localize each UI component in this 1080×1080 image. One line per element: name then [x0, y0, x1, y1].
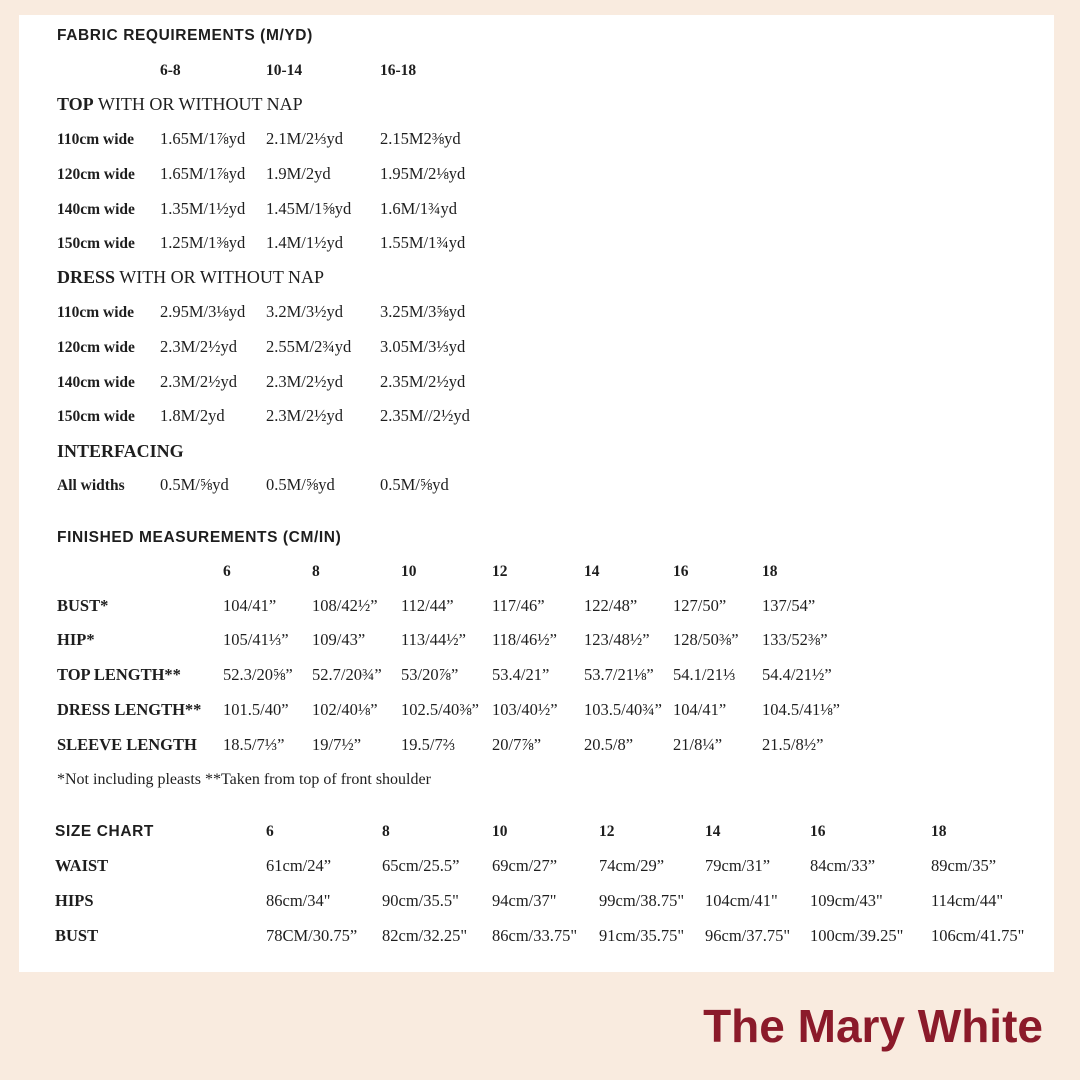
size-value: 61cm/24”	[266, 856, 332, 875]
finished-value: 52.7/20¾”	[312, 665, 382, 684]
fabric-row-label: 110cm wide	[57, 304, 135, 321]
fabric-value: 3.25M/3⅝yd	[380, 302, 466, 321]
finished-value: 54.4/21½”	[762, 665, 832, 684]
finished-value: 19/7½”	[312, 735, 362, 754]
fabric-value: 3.05M/3⅓yd	[380, 337, 466, 356]
section-heading-top: TOP WITH OR WITHOUT NAP	[57, 94, 303, 114]
size-value: 79cm/31”	[705, 856, 771, 875]
size-column-header: 12	[599, 823, 615, 840]
section-heading-interfacing: INTERFACING	[57, 441, 184, 461]
finished-row-label: TOP LENGTH**	[57, 665, 181, 684]
fabric-value: 0.5M/⅝yd	[266, 475, 335, 494]
fabric-value: 1.6M/1¾yd	[380, 199, 458, 218]
finished-value: 137/54”	[762, 596, 816, 615]
finished-column-header: 16	[673, 563, 689, 580]
finished-value: 108/42½”	[312, 596, 378, 615]
finished-value: 118/46½”	[492, 630, 557, 649]
size-value: 84cm/33”	[810, 856, 876, 875]
fabric-value: 1.95M/2⅛yd	[380, 164, 466, 183]
size-value: 109cm/43"	[810, 891, 883, 910]
size-column-header: 16	[810, 823, 826, 840]
fabric-value: 2.35M/2½yd	[380, 372, 466, 391]
finished-value: 18.5/7⅓”	[223, 735, 285, 754]
size-row-label: WAIST	[55, 856, 109, 875]
fabric-column-header: 6-8	[160, 62, 181, 79]
finished-value: 104/41”	[223, 596, 277, 615]
fabric-value: 2.3M/2½yd	[266, 406, 344, 425]
size-chart-title: SIZE CHART	[55, 823, 154, 840]
finished-row-label: DRESS LENGTH**	[57, 700, 202, 719]
fabric-value: 1.9M/2yd	[266, 164, 331, 183]
fabric-value: 1.25M/1⅜yd	[160, 233, 246, 252]
finished-value: 20/7⅞”	[492, 735, 542, 754]
fabric-value: 2.3M/2½yd	[160, 337, 238, 356]
finished-column-header: 18	[762, 563, 778, 580]
fabric-value: 1.45M/1⅝yd	[266, 199, 352, 218]
fabric-value: 1.65M/1⅞yd	[160, 164, 246, 183]
finished-value: 105/41⅓”	[223, 630, 289, 649]
finished-column-header: 6	[223, 563, 231, 580]
size-column-header: 8	[382, 823, 390, 840]
fabric-row-label: 110cm wide	[57, 131, 135, 148]
finished-value: 128/50⅜”	[673, 630, 739, 649]
size-value: 94cm/37"	[492, 891, 557, 910]
size-row-label: HIPS	[55, 891, 94, 910]
fabric-column-header: 16-18	[380, 62, 417, 79]
finished-value: 104.5/41⅛”	[762, 700, 840, 719]
finished-value: 112/44”	[401, 596, 454, 615]
finished-value: 122/48”	[584, 596, 638, 615]
size-column-header: 14	[705, 823, 721, 840]
size-value: 78CM/30.75”	[266, 926, 358, 945]
size-value: 100cm/39.25"	[810, 926, 904, 945]
finished-value: 103.5/40¾”	[584, 700, 662, 719]
size-value: 89cm/35”	[931, 856, 997, 875]
fabric-row-label: 140cm wide	[57, 201, 135, 218]
finished-value: 103/40½”	[492, 700, 558, 719]
size-value: 96cm/37.75"	[705, 926, 791, 945]
finished-value: 127/50”	[673, 596, 727, 615]
size-value: 114cm/44"	[931, 891, 1004, 910]
finished-row-label: HIP*	[57, 630, 95, 649]
size-row-label: BUST	[55, 926, 99, 945]
finished-value: 53.7/21⅛”	[584, 665, 654, 684]
finished-column-header: 10	[401, 563, 417, 580]
finished-value: 133/52⅜”	[762, 630, 828, 649]
fabric-value: 2.15M2⅜yd	[380, 129, 461, 148]
finished-value: 20.5/8”	[584, 735, 634, 754]
finished-value: 101.5/40”	[223, 700, 289, 719]
fabric-row-label: 150cm wide	[57, 235, 135, 252]
fabric-value: 0.5M/⅝yd	[380, 475, 449, 494]
size-column-header: 18	[931, 823, 947, 840]
size-value: 74cm/29”	[599, 856, 665, 875]
footnote: *Not including pleasts **Taken from top of front shoulder	[57, 771, 431, 788]
size-value: 82cm/32.25"	[382, 926, 468, 945]
size-value: 99cm/38.75"	[599, 891, 685, 910]
fabric-row-label: 150cm wide	[57, 408, 135, 425]
fabric-value: 1.35M/1½yd	[160, 199, 246, 218]
fabric-value: 2.1M/2⅓yd	[266, 129, 344, 148]
finished-value: 54.1/21⅓	[673, 665, 736, 684]
fabric-value: 0.5M/⅝yd	[160, 475, 229, 494]
size-value: 86cm/33.75"	[492, 926, 578, 945]
size-value: 69cm/27”	[492, 856, 558, 875]
section-heading-dress: DRESS WITH OR WITHOUT NAP	[57, 267, 325, 287]
size-value: 86cm/34"	[266, 891, 331, 910]
fabric-value: 3.2M/3½yd	[266, 302, 344, 321]
fabric-value: 2.3M/2½yd	[160, 372, 238, 391]
finished-value: 21/8¼”	[673, 735, 723, 754]
finished-column-header: 12	[492, 563, 508, 580]
size-column-header: 6	[266, 823, 274, 840]
finished-value: 53/20⅞”	[401, 665, 459, 684]
fabric-value: 2.95M/3⅛yd	[160, 302, 246, 321]
finished-value: 113/44½”	[401, 630, 466, 649]
finished-row-label: SLEEVE LENGTH	[57, 735, 197, 754]
finished-value: 102/40⅛”	[312, 700, 378, 719]
finished-value: 102.5/40⅜”	[401, 700, 479, 719]
size-value: 65cm/25.5”	[382, 856, 460, 875]
fabric-column-header: 10-14	[266, 62, 303, 79]
size-value: 104cm/41"	[705, 891, 778, 910]
finished-column-header: 8	[312, 563, 320, 580]
finished-value: 109/43”	[312, 630, 366, 649]
fabric-value: 1.55M/1¾yd	[380, 233, 466, 252]
finished-value: 19.5/7⅔	[401, 735, 456, 754]
fabric-requirements-title: FABRIC REQUIREMENTS (M/YD)	[57, 27, 313, 44]
size-value: 106cm/41.75"	[931, 926, 1025, 945]
size-column-header: 10	[492, 823, 508, 840]
finished-measurements-title: FINISHED MEASUREMENTS (CM/IN)	[57, 529, 342, 546]
finished-value: 117/46”	[492, 596, 545, 615]
fabric-value: 1.65M/1⅞yd	[160, 129, 246, 148]
fabric-value: 2.55M/2¾yd	[266, 337, 352, 356]
fabric-row-label: 120cm wide	[57, 166, 135, 183]
finished-value: 52.3/20⅝”	[223, 665, 293, 684]
fabric-value: 2.3M/2½yd	[266, 372, 344, 391]
finished-value: 123/48½”	[584, 630, 650, 649]
fabric-value: 2.35M//2½yd	[380, 406, 470, 425]
fabric-row-label: All widths	[57, 477, 125, 494]
fabric-value: 1.4M/1½yd	[266, 233, 344, 252]
finished-value: 104/41”	[673, 700, 727, 719]
finished-value: 53.4/21”	[492, 665, 550, 684]
fabric-row-label: 120cm wide	[57, 339, 135, 356]
size-value: 90cm/35.5"	[382, 891, 459, 910]
size-value: 91cm/35.75"	[599, 926, 685, 945]
finished-value: 21.5/8½”	[762, 735, 824, 754]
brand-name: The Mary White	[703, 1000, 1043, 1052]
finished-row-label: BUST*	[57, 596, 109, 615]
fabric-row-label: 140cm wide	[57, 374, 135, 391]
fabric-value: 1.8M/2yd	[160, 406, 225, 425]
finished-column-header: 14	[584, 563, 600, 580]
